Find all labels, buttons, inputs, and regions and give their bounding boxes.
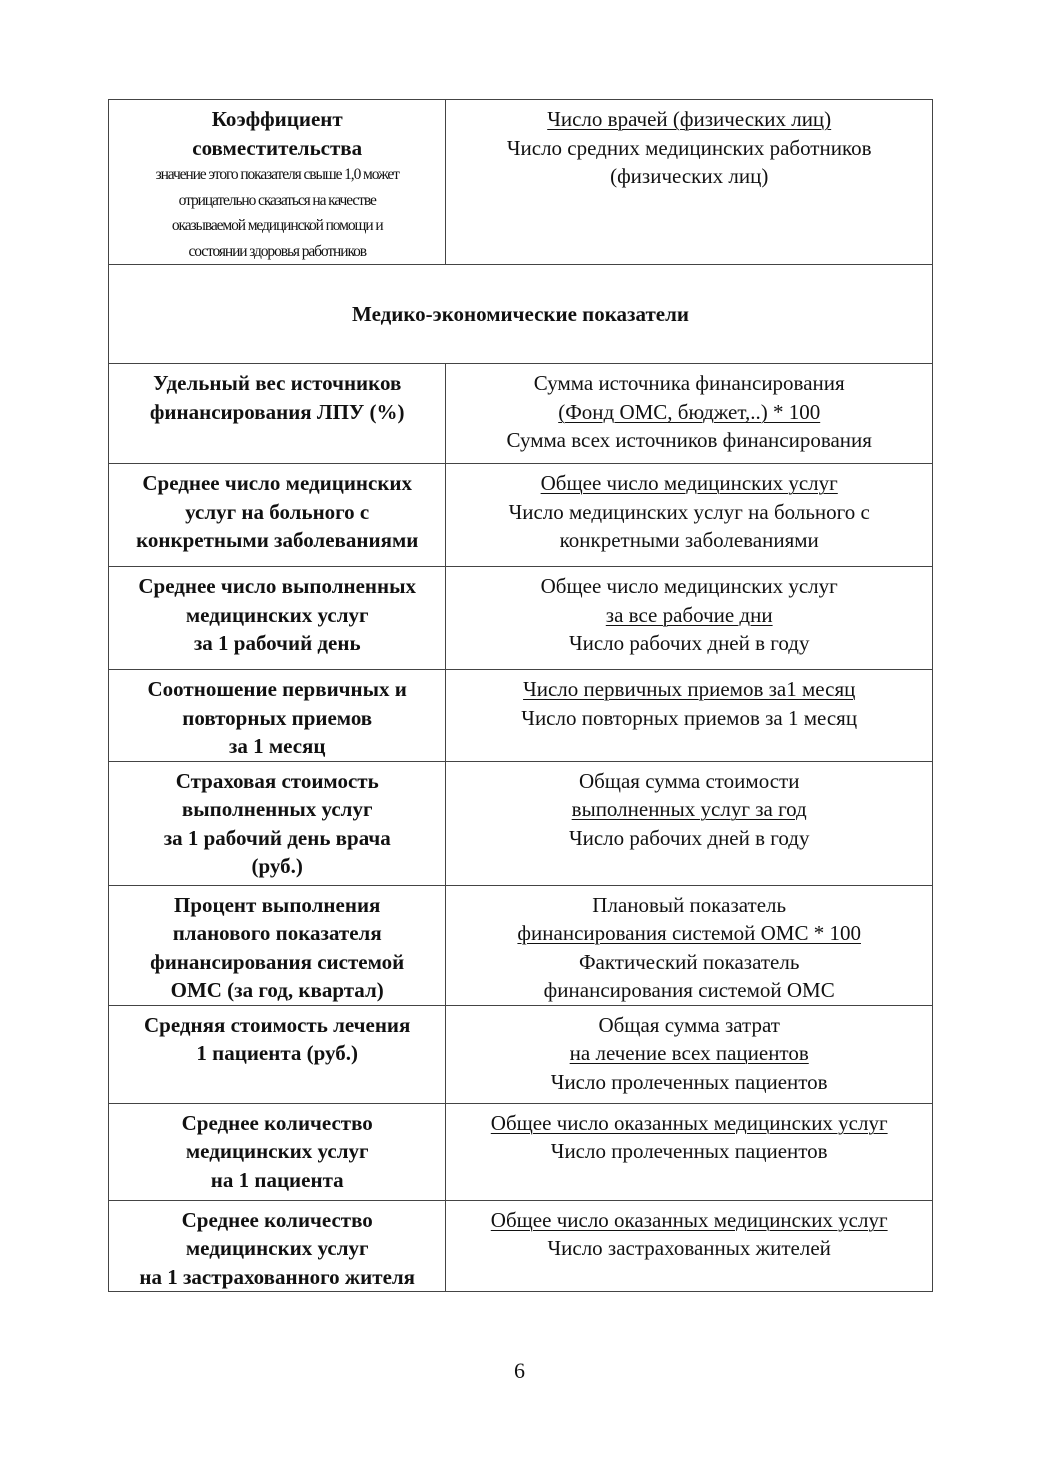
section-heading: Медико-экономические показатели	[109, 265, 933, 364]
formula-numerator: за все рабочие дни	[605, 602, 773, 627]
formula-numerator: (Фонд ОМС, бюджет,..) * 100	[558, 399, 821, 424]
indicator-name: финансирования ЛПУ (%)	[149, 399, 405, 424]
indicator-name: (руб.)	[251, 854, 303, 879]
formula-denominator: Число пролеченных пациентов	[550, 1139, 828, 1164]
indicator-name-cell	[109, 1005, 446, 1103]
indicator-name-cell	[109, 670, 446, 762]
formula-cell	[446, 1005, 933, 1103]
indicators-table	[108, 99, 933, 1292]
indicator-name: ОМС (за год, квартал)	[170, 978, 384, 1003]
formula-denominator: Число повторных приемов за 1 месяц	[521, 705, 858, 730]
formula-cell	[446, 364, 933, 464]
table-row	[109, 1005, 933, 1103]
formula-numerator: Плановый показатель	[592, 892, 787, 917]
formula-denominator: Число рабочих дней в году	[568, 825, 810, 850]
formula-denominator: Число средних медицинских работников	[506, 135, 872, 160]
formula-cell	[446, 1200, 933, 1292]
indicator-name: на 1 застрахованного жителя	[139, 1264, 416, 1289]
indicator-name: выполненных услуг	[181, 797, 373, 822]
indicator-name-cell	[109, 567, 446, 670]
indicator-name: Коэффициент	[211, 107, 343, 131]
formula-numerator: Общее число оказанных медицинских услуг	[490, 1110, 888, 1135]
formula-numerator: Общее число медицинских услуг	[540, 471, 838, 496]
section-row	[109, 265, 933, 364]
table-row	[109, 100, 933, 265]
table-row	[109, 1200, 933, 1292]
formula-numerator: Общее число оказанных медицинских услуг	[490, 1207, 888, 1232]
page-number: 6	[514, 1358, 525, 1383]
table-row	[109, 1103, 933, 1200]
indicator-name: Процент выполнения	[173, 892, 381, 917]
formula-numerator: Общая сумма затрат	[598, 1012, 780, 1037]
indicator-name-cell	[109, 364, 446, 464]
indicator-name: Страховая стоимость	[175, 768, 379, 793]
indicator-name: планового показателя	[172, 921, 382, 946]
indicator-name: повторных приемов	[182, 705, 373, 730]
formula-denominator: Число застрахованных жителей	[547, 1236, 831, 1261]
indicator-name: Среднее количество	[181, 1110, 373, 1135]
formula-numerator: на лечение всех пациентов	[569, 1041, 809, 1066]
indicator-note: оказываемой медицинской помощи и	[171, 217, 383, 235]
indicator-name: за 1 рабочий день врача	[163, 825, 391, 850]
formula-cell	[446, 464, 933, 567]
formula-denominator: финансирования системой ОМС	[543, 978, 835, 1003]
indicator-name-cell	[109, 761, 446, 885]
indicator-name: Среднее число выполненных	[138, 574, 417, 599]
formula-cell	[446, 1103, 933, 1200]
indicator-name: за 1 рабочий день	[193, 631, 361, 656]
indicator-name: Среднее число медицинских	[142, 471, 413, 496]
formula-denominator: Число пролеченных пациентов	[550, 1069, 828, 1094]
formula-denominator: конкретными заболеваниями	[559, 528, 819, 553]
formula-denominator: (физических лиц)	[610, 164, 769, 188]
indicator-name: услуг на больного с	[185, 499, 370, 524]
table-row	[109, 761, 933, 885]
indicator-name: Средняя стоимость лечения	[144, 1012, 411, 1037]
indicator-name: финансирования системой	[150, 949, 405, 974]
indicator-name: конкретными заболеваниями	[136, 528, 419, 553]
formula-cell	[446, 670, 933, 762]
indicator-name: Соотношение первичных и	[147, 677, 407, 702]
formula-cell	[446, 761, 933, 885]
formula-numerator: Общее число медицинских услуг	[540, 574, 838, 599]
table-row	[109, 885, 933, 1005]
formula-denominator: Сумма всех источников финансирования	[506, 428, 872, 453]
formula-cell	[446, 100, 933, 265]
indicator-name-cell	[109, 100, 446, 265]
indicator-name: на 1 пациента	[210, 1167, 344, 1192]
table-row	[109, 670, 933, 762]
indicator-note: значение этого показателя свыше 1,0 может	[155, 166, 399, 183]
indicator-name-cell	[109, 885, 446, 1005]
indicator-name-cell	[109, 1200, 446, 1292]
formula-numerator: выполненных услуг за год	[571, 797, 807, 822]
indicator-name: медицинских услуг	[185, 1236, 369, 1261]
indicator-name: совместительства	[192, 135, 363, 160]
formula-denominator: Фактический показатель	[578, 949, 800, 974]
indicator-name: медицинских услуг	[185, 1139, 369, 1164]
indicator-note: состоянии здоровья работников	[188, 242, 366, 260]
formula-numerator: Число первичных приемов за1 месяц	[523, 677, 856, 702]
formula-denominator: Число рабочих дней в году	[568, 631, 810, 656]
indicator-name: медицинских услуг	[185, 602, 369, 627]
formula-numerator: Сумма источника финансирования	[533, 371, 845, 396]
indicator-name: Удельный вес источников	[153, 371, 402, 396]
formula-numerator: Общая сумма стоимости	[578, 768, 800, 793]
table-row	[109, 464, 933, 567]
formula-cell	[446, 885, 933, 1005]
formula-cell	[446, 567, 933, 670]
indicator-name: Среднее количество	[181, 1207, 373, 1232]
indicator-name: за 1 месяц	[228, 734, 326, 759]
indicator-name-cell	[109, 464, 446, 567]
indicator-note: отрицательно сказаться на качестве	[178, 191, 376, 209]
formula-numerator: финансирования системой ОМС * 100	[517, 921, 861, 946]
formula-denominator: Число медицинских услуг на больного с	[508, 499, 870, 524]
table-row	[109, 567, 933, 670]
formula-numerator: Число врачей (физических лиц)	[547, 107, 832, 131]
table-row	[109, 364, 933, 464]
indicator-name-cell	[109, 1103, 446, 1200]
indicator-name: 1 пациента (руб.)	[196, 1041, 359, 1066]
